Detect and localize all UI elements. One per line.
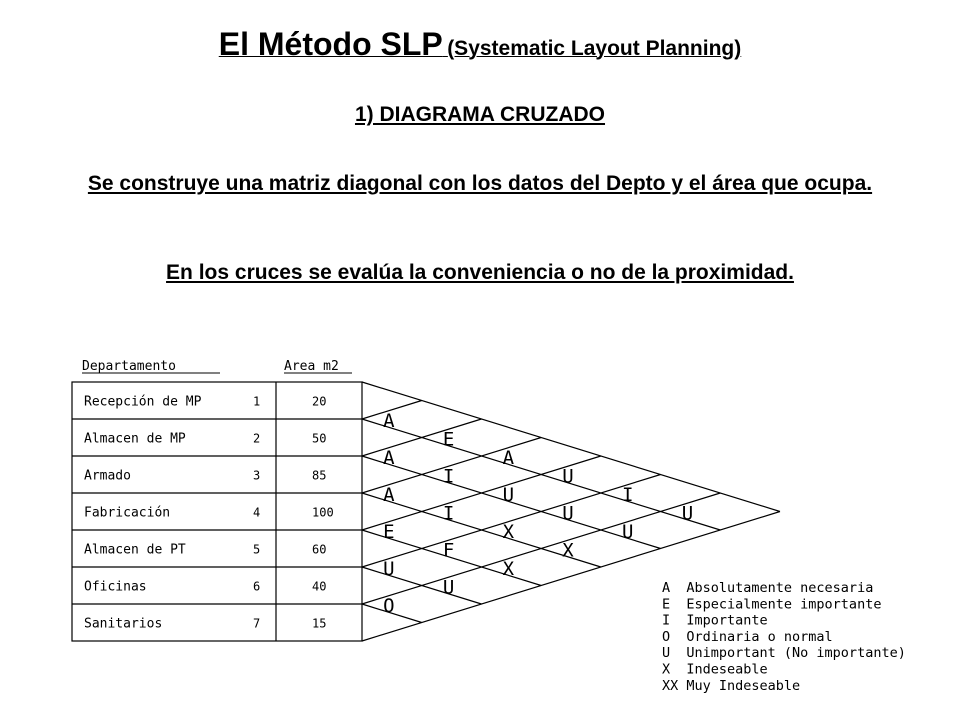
- matrix-code: E: [383, 521, 395, 543]
- description-paragraph-1: Se construye una matriz diagonal con los datos del Depto y el área que ocupa.: [87, 172, 873, 195]
- matrix-code: U: [681, 502, 694, 525]
- matrix-code: U: [562, 502, 574, 525]
- department-number: 1: [253, 394, 261, 409]
- department-number: 3: [253, 468, 261, 483]
- header-area: Area m2: [284, 359, 339, 374]
- matrix-code: A: [383, 447, 395, 469]
- matrix-code: F: [442, 539, 455, 562]
- department-area: 50: [312, 431, 327, 446]
- description-paragraph-2: En los cruces se evalúa la conveniencia o no de la proximidad.: [166, 261, 794, 284]
- matrix-code: O: [383, 595, 395, 617]
- legend-item: E Especialmente importante: [662, 596, 882, 613]
- matrix-code: X: [562, 539, 574, 562]
- department-area: 20: [312, 394, 327, 409]
- department-number: 7: [253, 616, 261, 631]
- legend-item: A Absolutamente necesaria: [662, 580, 874, 596]
- matrix-code: U: [383, 558, 395, 580]
- matrix-code: I: [442, 465, 455, 488]
- department-area: 85: [312, 468, 327, 483]
- table-row: [84, 469, 326, 484]
- department-name: Armado: [84, 468, 131, 484]
- matrix-code: U: [562, 465, 574, 488]
- header-department: Departamento: [82, 359, 176, 374]
- table-row: [84, 580, 326, 595]
- department-number: 5: [253, 542, 261, 557]
- department-name: Almacen de PT: [84, 542, 186, 558]
- department-area: 100: [312, 505, 334, 520]
- department-number: 6: [253, 579, 261, 594]
- table-row: [84, 617, 326, 632]
- legend-item: O Ordinaria o normal: [662, 628, 833, 645]
- matrix-code: X: [502, 558, 515, 580]
- matrix-code: A: [383, 484, 395, 506]
- department-name: Almacen de MP: [84, 431, 186, 447]
- title-main: El Método SLP: [218, 26, 443, 62]
- legend-item: X Indeseable: [662, 661, 768, 678]
- matrix-code: A: [383, 410, 395, 432]
- table-row: [84, 432, 326, 447]
- matrix-code: U: [502, 484, 515, 506]
- matrix-code: I: [622, 484, 634, 506]
- department-name: Recepción de MP: [84, 394, 202, 410]
- legend-item: I Importante: [662, 612, 768, 629]
- department-name: Oficinas: [84, 579, 147, 595]
- table-row: [84, 395, 326, 410]
- table-row: [84, 506, 334, 521]
- matrix-line: [362, 382, 780, 512]
- legend-item: XX Muy Indeseable: [662, 677, 801, 694]
- department-area: 40: [312, 579, 327, 594]
- matrix-code: U: [442, 576, 455, 599]
- department-number: 4: [253, 505, 261, 520]
- legend-item: U Unimportant (No importante): [662, 645, 906, 662]
- department-number: 2: [253, 431, 261, 446]
- matrix-code: X: [502, 521, 515, 543]
- matrix-code: A: [502, 447, 515, 469]
- legend: [662, 580, 906, 694]
- department-name: Fabricación: [84, 505, 171, 521]
- department-area: 60: [312, 542, 327, 557]
- department-area: 15: [312, 616, 327, 631]
- matrix-code: E: [442, 428, 455, 451]
- matrix-code: I: [442, 502, 455, 525]
- section-heading: 1) DIAGRAMA CRUZADO: [354, 103, 606, 126]
- department-name: Sanitarios: [84, 616, 163, 632]
- title-subtitle: (Systematic Layout Planning): [447, 37, 742, 60]
- matrix-code: U: [622, 521, 634, 543]
- table-row: [84, 543, 326, 558]
- department-rows: [84, 395, 334, 632]
